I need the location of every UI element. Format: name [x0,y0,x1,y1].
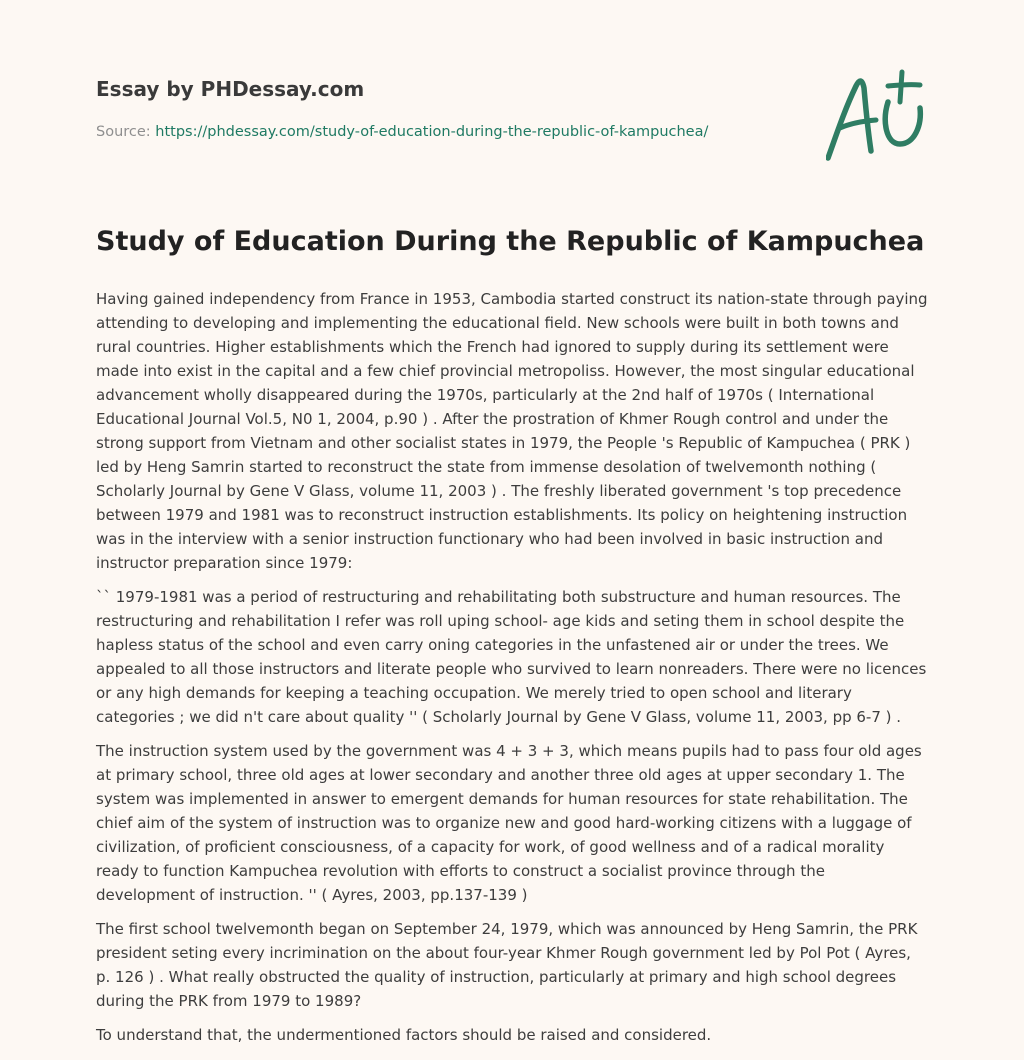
paragraph: `` 1979-1981 was a period of restructuring and rehabilitating both substructure and human resources. The restructuring and rehabilitation I refer was roll uping school- age kids and seting them in school despite the hapless status of the school and even carry oning categories in the unfastened air or under the trees. We appealed to all those instructors and literate people who survived to learn nonreaders. There were no licences or any high demands for keeping a teaching occupation. We merely tried to open school and literary categories ; we did n't care about quality '' ( Scholarly Journal by Gene V Glass, volume 11, 2003, pp 6-7 ) . [96,588,927,726]
source-link[interactable]: https://phdessay.com/study-of-education-during-the-republic-of-kampuchea/ [155,124,709,140]
paragraph: The first school twelvemonth began on September 24, 1979, which was announced by Heng Samrin, the PRK president seting every incrimination on the about four-year Khmer Rough government led by Pol Pot ( Ayres, p. 126 ) . What really obstructed the quality of instruction, particularly at primary and high school degrees during the PRK from 1979 to 1989? [96,920,918,1010]
essay-title: Study of Education During the Republic of Kampuchea [96,226,925,257]
paragraph: Having gained independency from France in 1953, Cambodia started construct its nation-state through paying attending to developing and implementing the educational field. New schools were built in both towns and rural countries. Higher establishments which the French had ignored to supply during its settlement were made into exist in the capital and a few chief provincial metropoliss. However, the most singular educational advancement wholly disappeared during the 1970s, particularly at the 2nd half of 1970s ( International Educational Journal Vol.5, N0 1, 2004, p.90 ) . After the prostration of Khmer Rough control and under the strong support from Vietnam and other socialist states in 1979, the People 's Republic of Kampuchea ( PRK ) led by Heng Samrin started to reconstruct the state from immense desolation of twelvemonth nothing ( Scholarly Journal by Gene V Glass, volume 11, 2003 ) . The freshly liberated government 's top precedence between 1979 and 1981 was to reconstruct instruction establishments. Its policy on heightening instruction was in the interview with a senior instruction functionary who had been involved in basic instruction and instructor preparation since 1979: [96,290,928,572]
source-line [96,124,708,140]
paragraph: To understand that, the undermentioned factors should be raised and considered. [96,1026,712,1044]
a-plus-logo-icon [826,66,936,166]
essay-body [96,287,928,1057]
paragraph: The instruction system used by the government was 4 + 3 + 3, which means pupils had to pass four old ages at primary school, three old ages at lower secondary and another three old ages at upper secondary 1. The system was implemented in answer to emergent demands for human resources for state rehabilitation. The chief aim of the system of instruction was to organize new and good hard-working citizens with a luggage of civilization, of proficient consciousness, of a capacity for work, of good wellness and of a radical morality ready to function Kampuchea revolution with efforts to construct a socialist province through the development of instruction. '' ( Ayres, 2003, pp.137-139 ) [96,742,922,904]
site-brand: Essay by PHDessay.com [96,77,365,101]
source-label: Source: [96,124,151,140]
